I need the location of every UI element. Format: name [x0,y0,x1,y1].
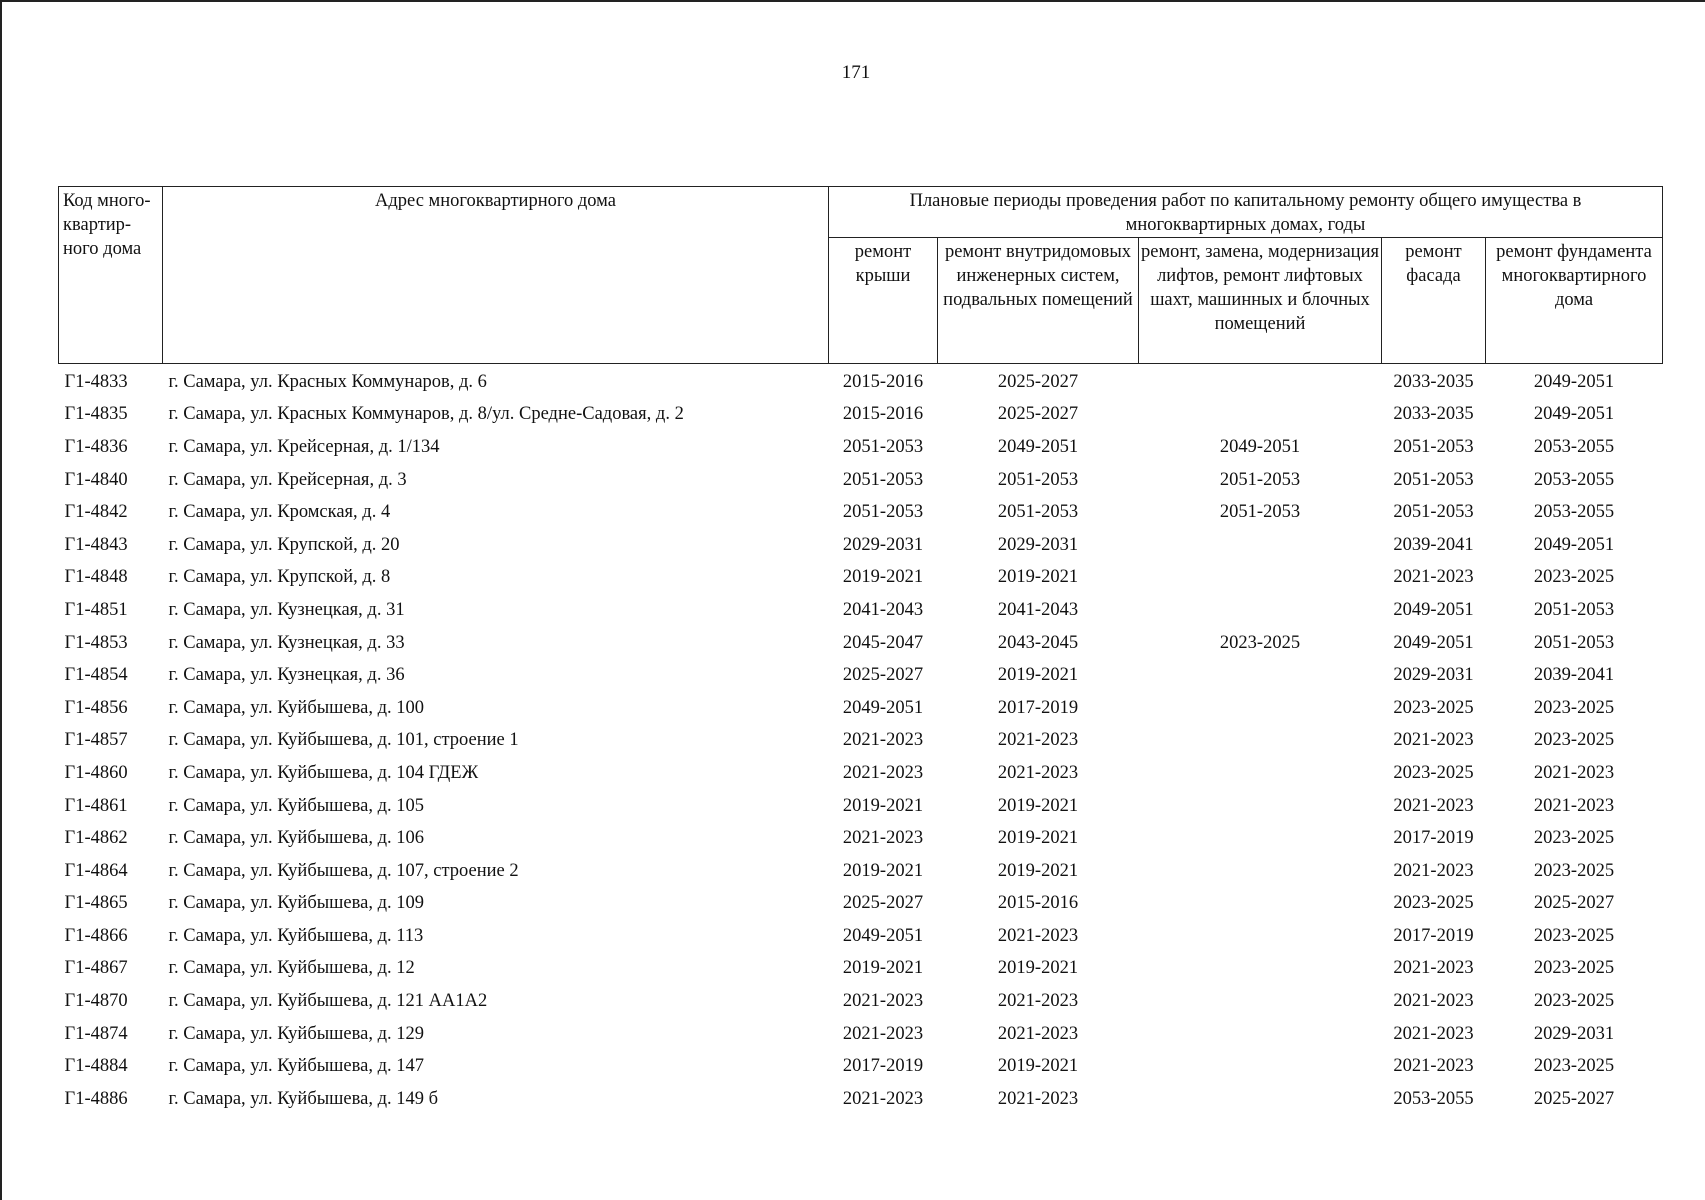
engineering-cell: 2041-2043 [997,599,1079,620]
facade-cell: 2023-2025 [1393,893,1474,914]
elevators-cell [1139,659,1382,692]
code-cell: Г1-4833 [64,371,128,392]
roof-cell: 2017-2019 [842,1056,924,1077]
facade-cell: 2021-2023 [1393,860,1474,881]
table-row [59,985,1663,1018]
roof-cell: 2049-2051 [842,697,924,718]
code-cell: Г1-4835 [64,404,128,425]
table-row [59,920,1663,953]
header-periods-group: Плановые периоды проведения работ по капитальному ремонту общего имущества в многоквартирных домах, годы [829,187,1663,238]
header-elevators: ремонт, замена, модернизация лифтов, ремонт лифтовых шахт, машинных и блочных помещений [1139,238,1382,364]
table-row [59,496,1663,529]
foundation-cell: 2029-2031 [1533,1023,1615,1044]
roof-cell: 2021-2023 [842,730,924,751]
engineering-cell: 2017-2019 [997,697,1079,718]
table-row [59,562,1663,595]
facade-cell: 2023-2025 [1393,697,1474,718]
foundation-cell: 2025-2027 [1533,1088,1615,1109]
address-cell: г. Самара, ул. Куйбышева, д. 100 [168,697,424,718]
address-cell: г. Самара, ул. Красных Коммунаров, д. 6 [168,371,487,392]
engineering-cell: 2049-2051 [997,436,1079,457]
roof-cell: 2029-2031 [842,534,924,555]
elevators-cell [1139,855,1382,888]
facade-cell: 2021-2023 [1393,991,1474,1012]
roof-cell: 2015-2016 [842,371,924,392]
engineering-cell: 2019-2021 [997,665,1079,686]
engineering-cell: 2019-2021 [997,860,1079,881]
table-row [59,431,1663,464]
foundation-cell: 2023-2025 [1533,860,1615,881]
code-cell: Г1-4851 [64,599,128,620]
address-cell: г. Самара, ул. Куйбышева, д. 121 АА1А2 [168,991,488,1012]
foundation-cell: 2053-2055 [1533,502,1615,523]
header-engineering: ремонт внутридомовых инженерных систем, подвальных помещений [938,238,1139,364]
header-roof: ремонт крыши [829,238,938,364]
elevators-cell [1139,1018,1382,1051]
table-body [59,364,1663,1116]
address-cell: г. Самара, ул. Кузнецкая, д. 31 [168,599,405,620]
code-cell: Г1-4886 [64,1088,128,1109]
table-row [59,399,1663,432]
engineering-cell: 2029-2031 [997,534,1079,555]
code-cell: Г1-4884 [64,1056,128,1077]
facade-cell: 2021-2023 [1393,1023,1474,1044]
table-row [59,692,1663,725]
facade-cell: 2029-2031 [1393,665,1474,686]
table-row [59,659,1663,692]
code-cell: Г1-4856 [64,697,128,718]
facade-cell: 2033-2035 [1393,404,1474,425]
table-row [59,725,1663,758]
roof-cell: 2049-2051 [842,925,924,946]
address-cell: г. Самара, ул. Куйбышева, д. 129 [168,1023,424,1044]
address-cell: г. Самара, ул. Крупской, д. 20 [168,534,400,555]
foundation-cell: 2021-2023 [1533,795,1615,816]
foundation-cell: 2023-2025 [1533,958,1615,979]
elevators-cell [1139,790,1382,823]
foundation-cell: 2025-2027 [1533,893,1615,914]
elevators-cell [1139,364,1382,399]
facade-cell: 2021-2023 [1393,1056,1474,1077]
foundation-cell: 2021-2023 [1533,762,1615,783]
foundation-cell: 2053-2055 [1533,469,1615,490]
code-cell: Г1-4867 [64,958,128,979]
facade-cell: 2051-2053 [1393,502,1474,523]
address-cell: г. Самара, ул. Куйбышева, д. 12 [168,958,415,979]
foundation-cell: 2049-2051 [1533,404,1615,425]
table-row [59,855,1663,888]
foundation-cell: 2039-2041 [1533,665,1615,686]
elevators-cell [1139,1050,1382,1083]
roof-cell: 2019-2021 [842,860,924,881]
header-address: Адрес многоквартирного дома [163,187,829,364]
table-row [59,1083,1663,1116]
roof-cell: 2041-2043 [842,599,924,620]
roof-cell: 2051-2053 [842,502,924,523]
address-cell: г. Самара, ул. Крейсерная, д. 1/134 [168,436,440,457]
code-cell: Г1-4870 [64,991,128,1012]
table-row [59,822,1663,855]
elevators-cell: 2051-2053 [1219,469,1301,490]
address-cell: г. Самара, ул. Кузнецкая, д. 33 [168,632,405,653]
repair-schedule-table [58,186,1663,1116]
header-facade: ремонт фасада [1382,238,1486,364]
engineering-cell: 2051-2053 [997,502,1079,523]
facade-cell: 2023-2025 [1393,762,1474,783]
engineering-cell: 2021-2023 [997,1023,1079,1044]
foundation-cell: 2051-2053 [1533,599,1615,620]
address-cell: г. Самара, ул. Куйбышева, д. 105 [168,795,424,816]
roof-cell: 2019-2021 [842,795,924,816]
code-cell: Г1-4853 [64,632,128,653]
elevators-cell [1139,1083,1382,1116]
code-cell: Г1-4861 [64,795,128,816]
code-cell: Г1-4854 [64,665,128,686]
engineering-cell: 2015-2016 [997,893,1079,914]
elevators-cell [1139,757,1382,790]
foundation-cell: 2023-2025 [1533,925,1615,946]
code-cell: Г1-4840 [64,469,128,490]
foundation-cell: 2049-2051 [1533,371,1615,392]
elevators-cell [1139,562,1382,595]
code-cell: Г1-4865 [64,893,128,914]
facade-cell: 2051-2053 [1393,469,1474,490]
engineering-cell: 2021-2023 [997,925,1079,946]
roof-cell: 2015-2016 [842,404,924,425]
elevators-cell [1139,725,1382,758]
engineering-cell: 2019-2021 [997,958,1079,979]
elevators-cell [1139,888,1382,921]
elevators-cell [1139,529,1382,562]
table-row [59,594,1663,627]
address-cell: г. Самара, ул. Куйбышева, д. 107, строение 2 [168,860,519,881]
address-cell: г. Самара, ул. Крупской, д. 8 [168,567,391,588]
address-cell: г. Самара, ул. Куйбышева, д. 106 [168,828,424,849]
facade-cell: 2033-2035 [1393,371,1474,392]
foundation-cell: 2023-2025 [1533,828,1615,849]
roof-cell: 2021-2023 [842,828,924,849]
facade-cell: 2051-2053 [1393,436,1474,457]
foundation-cell: 2053-2055 [1533,436,1615,457]
facade-cell: 2021-2023 [1393,567,1474,588]
engineering-cell: 2025-2027 [997,404,1079,425]
code-cell: Г1-4857 [64,730,128,751]
engineering-cell: 2021-2023 [997,762,1079,783]
engineering-cell: 2021-2023 [997,1088,1079,1109]
address-cell: г. Самара, ул. Куйбышева, д. 104 ГДЕЖ [168,762,479,783]
engineering-cell: 2021-2023 [997,991,1079,1012]
foundation-cell: 2049-2051 [1533,534,1615,555]
engineering-cell: 2051-2053 [997,469,1079,490]
address-cell: г. Самара, ул. Кромская, д. 4 [168,502,391,523]
code-cell: Г1-4864 [64,860,128,881]
facade-cell: 2021-2023 [1393,958,1474,979]
table-header [59,187,1663,364]
table-row [59,529,1663,562]
engineering-cell: 2019-2021 [997,567,1079,588]
facade-cell: 2017-2019 [1393,828,1474,849]
facade-cell: 2021-2023 [1393,795,1474,816]
code-cell: Г1-4848 [64,567,128,588]
facade-cell: 2049-2051 [1393,632,1474,653]
roof-cell: 2051-2053 [842,436,924,457]
header-foundation: ремонт фундамента многоквартирного дома [1486,238,1663,364]
table-row [59,757,1663,790]
table-row [59,888,1663,921]
elevators-cell [1139,399,1382,432]
elevators-cell [1139,594,1382,627]
elevators-cell: 2051-2053 [1219,502,1301,523]
address-cell: г. Самара, ул. Крейсерная, д. 3 [168,469,407,490]
address-cell: г. Самара, ул. Куйбышева, д. 101, строение 1 [168,730,519,751]
code-cell: Г1-4862 [64,828,128,849]
address-cell: г. Самара, ул. Красных Коммунаров, д. 8/ул. Средне-Садовая, д. 2 [168,404,684,425]
facade-cell: 2053-2055 [1393,1088,1474,1109]
roof-cell: 2021-2023 [842,1023,924,1044]
facade-cell: 2017-2019 [1393,925,1474,946]
table-row [59,364,1663,399]
table-row [59,627,1663,660]
facade-cell: 2049-2051 [1393,599,1474,620]
engineering-cell: 2025-2027 [997,371,1079,392]
facade-cell: 2039-2041 [1393,534,1474,555]
table-row [59,953,1663,986]
roof-cell: 2025-2027 [842,665,924,686]
roof-cell: 2051-2053 [842,469,924,490]
elevators-cell: 2049-2051 [1219,436,1301,457]
roof-cell: 2021-2023 [842,991,924,1012]
header-code: Код много-квартир-ного дома [59,187,163,364]
roof-cell: 2019-2021 [842,958,924,979]
address-cell: г. Самара, ул. Кузнецкая, д. 36 [168,665,405,686]
elevators-cell [1139,920,1382,953]
engineering-cell: 2021-2023 [997,730,1079,751]
code-cell: Г1-4843 [64,534,128,555]
page-number: 171 [841,62,871,83]
engineering-cell: 2043-2045 [997,632,1079,653]
facade-cell: 2021-2023 [1393,730,1474,751]
elevators-cell [1139,692,1382,725]
roof-cell: 2021-2023 [842,1088,924,1109]
table-row [59,1018,1663,1051]
engineering-cell: 2019-2021 [997,1056,1079,1077]
foundation-cell: 2023-2025 [1533,567,1615,588]
roof-cell: 2045-2047 [842,632,924,653]
foundation-cell: 2051-2053 [1533,632,1615,653]
foundation-cell: 2023-2025 [1533,730,1615,751]
address-cell: г. Самара, ул. Куйбышева, д. 147 [168,1056,424,1077]
roof-cell: 2021-2023 [842,762,924,783]
elevators-cell [1139,822,1382,855]
address-cell: г. Самара, ул. Куйбышева, д. 149 б [168,1088,439,1109]
elevators-cell: 2023-2025 [1219,632,1301,653]
roof-cell: 2019-2021 [842,567,924,588]
code-cell: Г1-4860 [64,762,128,783]
elevators-cell [1139,985,1382,1018]
table-row [59,464,1663,497]
table-row [59,790,1663,823]
code-cell: Г1-4836 [64,436,128,457]
address-cell: г. Самара, ул. Куйбышева, д. 113 [168,925,424,946]
foundation-cell: 2023-2025 [1533,1056,1615,1077]
engineering-cell: 2019-2021 [997,795,1079,816]
foundation-cell: 2023-2025 [1533,991,1615,1012]
code-cell: Г1-4866 [64,925,128,946]
address-cell: г. Самара, ул. Куйбышева, д. 109 [168,893,424,914]
engineering-cell: 2019-2021 [997,828,1079,849]
code-cell: Г1-4842 [64,502,128,523]
elevators-cell [1139,953,1382,986]
roof-cell: 2025-2027 [842,893,924,914]
table-row [59,1050,1663,1083]
code-cell: Г1-4874 [64,1023,128,1044]
foundation-cell: 2023-2025 [1533,697,1615,718]
repair-schedule-sheet [58,186,1662,1116]
